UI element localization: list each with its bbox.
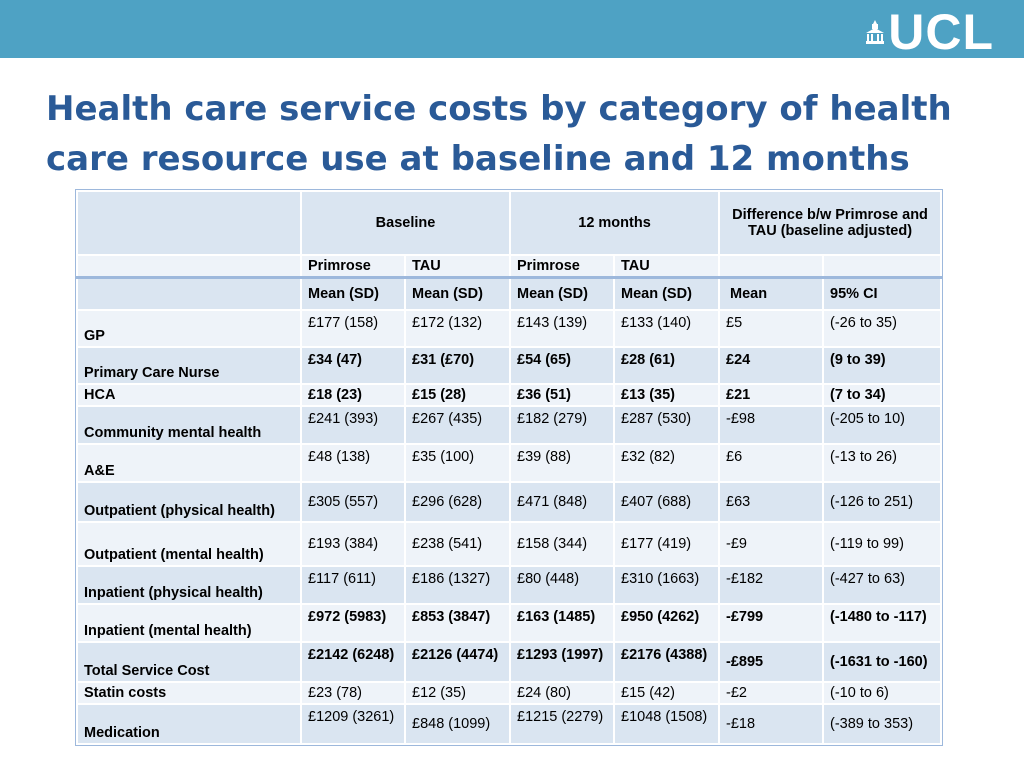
- table-row-community-mental-health: [77, 406, 941, 444]
- cell-baseline-tau: £35 (100): [405, 444, 510, 482]
- arm-header-12m-tau: TAU: [614, 255, 719, 277]
- cell-12m-tau: £133 (140): [614, 310, 719, 347]
- header-12-months: 12 months: [510, 191, 719, 255]
- row-label: Total Service Cost: [77, 642, 301, 682]
- cell-12m-primrose: £24 (80): [510, 682, 614, 704]
- cell-12m-primrose: £163 (1485): [510, 604, 614, 642]
- cell-12m-tau: £15 (42): [614, 682, 719, 704]
- cell-mean: -£799: [719, 604, 823, 642]
- row-label: HCA: [77, 384, 301, 406]
- cell-baseline-primrose: £1209 (3261): [301, 704, 405, 744]
- cell-baseline-primrose: £34 (47): [301, 347, 405, 384]
- group-header-row: [77, 191, 941, 255]
- cell-12m-primrose: £54 (65): [510, 347, 614, 384]
- header-blank: [77, 191, 301, 255]
- cell-ci: (-126 to 251): [823, 482, 941, 522]
- table-row-outpatient-mental: [77, 522, 941, 566]
- cell-ci: (9 to 39): [823, 347, 941, 384]
- row-label: Outpatient (mental health): [77, 522, 301, 566]
- table-row-ae: [77, 444, 941, 482]
- table-row-outpatient-physical: [77, 482, 941, 522]
- row-label: Primary Care Nurse: [77, 347, 301, 384]
- row-label: Outpatient (physical health): [77, 482, 301, 522]
- cell-12m-tau: £287 (530): [614, 406, 719, 444]
- cell-mean: -£98: [719, 406, 823, 444]
- cell-baseline-tau: £853 (3847): [405, 604, 510, 642]
- cell-baseline-tau: £172 (132): [405, 310, 510, 347]
- cell-12m-tau: £32 (82): [614, 444, 719, 482]
- cell-baseline-primrose: £2142 (6248): [301, 642, 405, 682]
- cell-baseline-tau: £186 (1327): [405, 566, 510, 604]
- cell-baseline-primrose: £18 (23): [301, 384, 405, 406]
- cell-ci: (-26 to 35): [823, 310, 941, 347]
- row-label: Medication: [77, 704, 301, 744]
- arm-header-mean-blank: [719, 255, 823, 277]
- table-row-inpatient-physical: [77, 566, 941, 604]
- table-row-gp: [77, 310, 941, 347]
- cell-baseline-primrose: £193 (384): [301, 522, 405, 566]
- table-row-hca: [77, 384, 941, 406]
- cell-ci: (-1480 to -117): [823, 604, 941, 642]
- header-baseline: Baseline: [301, 191, 510, 255]
- top-banner: [0, 0, 1024, 58]
- cell-mean: £21: [719, 384, 823, 406]
- cell-12m-primrose: £39 (88): [510, 444, 614, 482]
- cost-table: [76, 190, 942, 745]
- cell-baseline-tau: £267 (435): [405, 406, 510, 444]
- row-label: Statin costs: [77, 682, 301, 704]
- cell-baseline-tau: £15 (28): [405, 384, 510, 406]
- table-row-statin-costs: [77, 682, 941, 704]
- cell-mean: £6: [719, 444, 823, 482]
- cell-mean: £24: [719, 347, 823, 384]
- cell-12m-primrose: £1293 (1997): [510, 642, 614, 682]
- row-label: Inpatient (physical health): [77, 566, 301, 604]
- stat-header-mean: Mean: [719, 277, 823, 310]
- cell-12m-primrose: £143 (139): [510, 310, 614, 347]
- cell-mean: -£9: [719, 522, 823, 566]
- stat-header-12m-primrose: Mean (SD): [510, 277, 614, 310]
- cell-baseline-tau: £848 (1099): [405, 704, 510, 744]
- cell-baseline-primrose: £305 (557): [301, 482, 405, 522]
- cell-baseline-tau: £31 (£70): [405, 347, 510, 384]
- cell-mean: -£18: [719, 704, 823, 744]
- row-label: A&E: [77, 444, 301, 482]
- stat-header-baseline-primrose: Mean (SD): [301, 277, 405, 310]
- cell-ci: (-205 to 10): [823, 406, 941, 444]
- stat-header-blank: [77, 277, 301, 310]
- cell-baseline-tau: £12 (35): [405, 682, 510, 704]
- cell-mean: -£182: [719, 566, 823, 604]
- cell-baseline-primrose: £117 (611): [301, 566, 405, 604]
- table-row-total-service-cost: [77, 642, 941, 682]
- cell-baseline-tau: £296 (628): [405, 482, 510, 522]
- cell-12m-primrose: £80 (448): [510, 566, 614, 604]
- page-title: Health care service costs by category of health care resource use at baseline and 12 months: [46, 89, 952, 179]
- cell-12m-primrose: £471 (848): [510, 482, 614, 522]
- cell-ci: (-427 to 63): [823, 566, 941, 604]
- cell-12m-tau: £28 (61): [614, 347, 719, 384]
- cell-12m-tau: £950 (4262): [614, 604, 719, 642]
- stat-header-12m-tau: Mean (SD): [614, 277, 719, 310]
- cell-ci: (-119 to 99): [823, 522, 941, 566]
- table-row-primary-care-nurse: [77, 347, 941, 384]
- portico-icon: [866, 20, 884, 44]
- cell-12m-tau: £177 (419): [614, 522, 719, 566]
- ucl-logo: [866, 4, 994, 60]
- cell-ci: (7 to 34): [823, 384, 941, 406]
- arm-header-12m-primrose: Primrose: [510, 255, 614, 277]
- cell-baseline-primrose: £972 (5983): [301, 604, 405, 642]
- cell-ci: (-10 to 6): [823, 682, 941, 704]
- cell-12m-primrose: £158 (344): [510, 522, 614, 566]
- logo-text: UCL: [888, 4, 994, 60]
- cell-mean: -£895: [719, 642, 823, 682]
- stat-header-ci: 95% CI: [823, 277, 941, 310]
- cell-baseline-primrose: £48 (138): [301, 444, 405, 482]
- arm-header-baseline-primrose: Primrose: [301, 255, 405, 277]
- cell-baseline-primrose: £241 (393): [301, 406, 405, 444]
- cell-ci: (-1631 to -160): [823, 642, 941, 682]
- cell-mean: £63: [719, 482, 823, 522]
- arm-header-baseline-tau: TAU: [405, 255, 510, 277]
- row-label: Inpatient (mental health): [77, 604, 301, 642]
- cell-12m-primrose: £182 (279): [510, 406, 614, 444]
- cell-12m-tau: £407 (688): [614, 482, 719, 522]
- table-row-medication: [77, 704, 941, 744]
- arm-header-blank: [77, 255, 301, 277]
- cell-12m-primrose: £36 (51): [510, 384, 614, 406]
- cell-mean: £5: [719, 310, 823, 347]
- cell-baseline-primrose: £23 (78): [301, 682, 405, 704]
- arm-header-ci-blank: [823, 255, 941, 277]
- row-label: Community mental health: [77, 406, 301, 444]
- table-row-inpatient-mental: [77, 604, 941, 642]
- cell-mean: -£2: [719, 682, 823, 704]
- header-difference: Difference b/w Primrose and TAU (baseline adjusted): [719, 191, 941, 255]
- stat-header-row: [77, 277, 941, 310]
- cell-12m-primrose: £1215 (2279): [510, 704, 614, 744]
- cell-12m-tau: £310 (1663): [614, 566, 719, 604]
- cell-baseline-tau: £2126 (4474): [405, 642, 510, 682]
- cell-baseline-primrose: £177 (158): [301, 310, 405, 347]
- cell-baseline-tau: £238 (541): [405, 522, 510, 566]
- arm-header-row: [77, 255, 941, 277]
- cell-12m-tau: £13 (35): [614, 384, 719, 406]
- cell-12m-tau: £1048 (1508): [614, 704, 719, 744]
- row-label: GP: [77, 310, 301, 347]
- cell-ci: (-13 to 26): [823, 444, 941, 482]
- cell-12m-tau: £2176 (4388): [614, 642, 719, 682]
- cell-ci: (-389 to 353): [823, 704, 941, 744]
- stat-header-baseline-tau: Mean (SD): [405, 277, 510, 310]
